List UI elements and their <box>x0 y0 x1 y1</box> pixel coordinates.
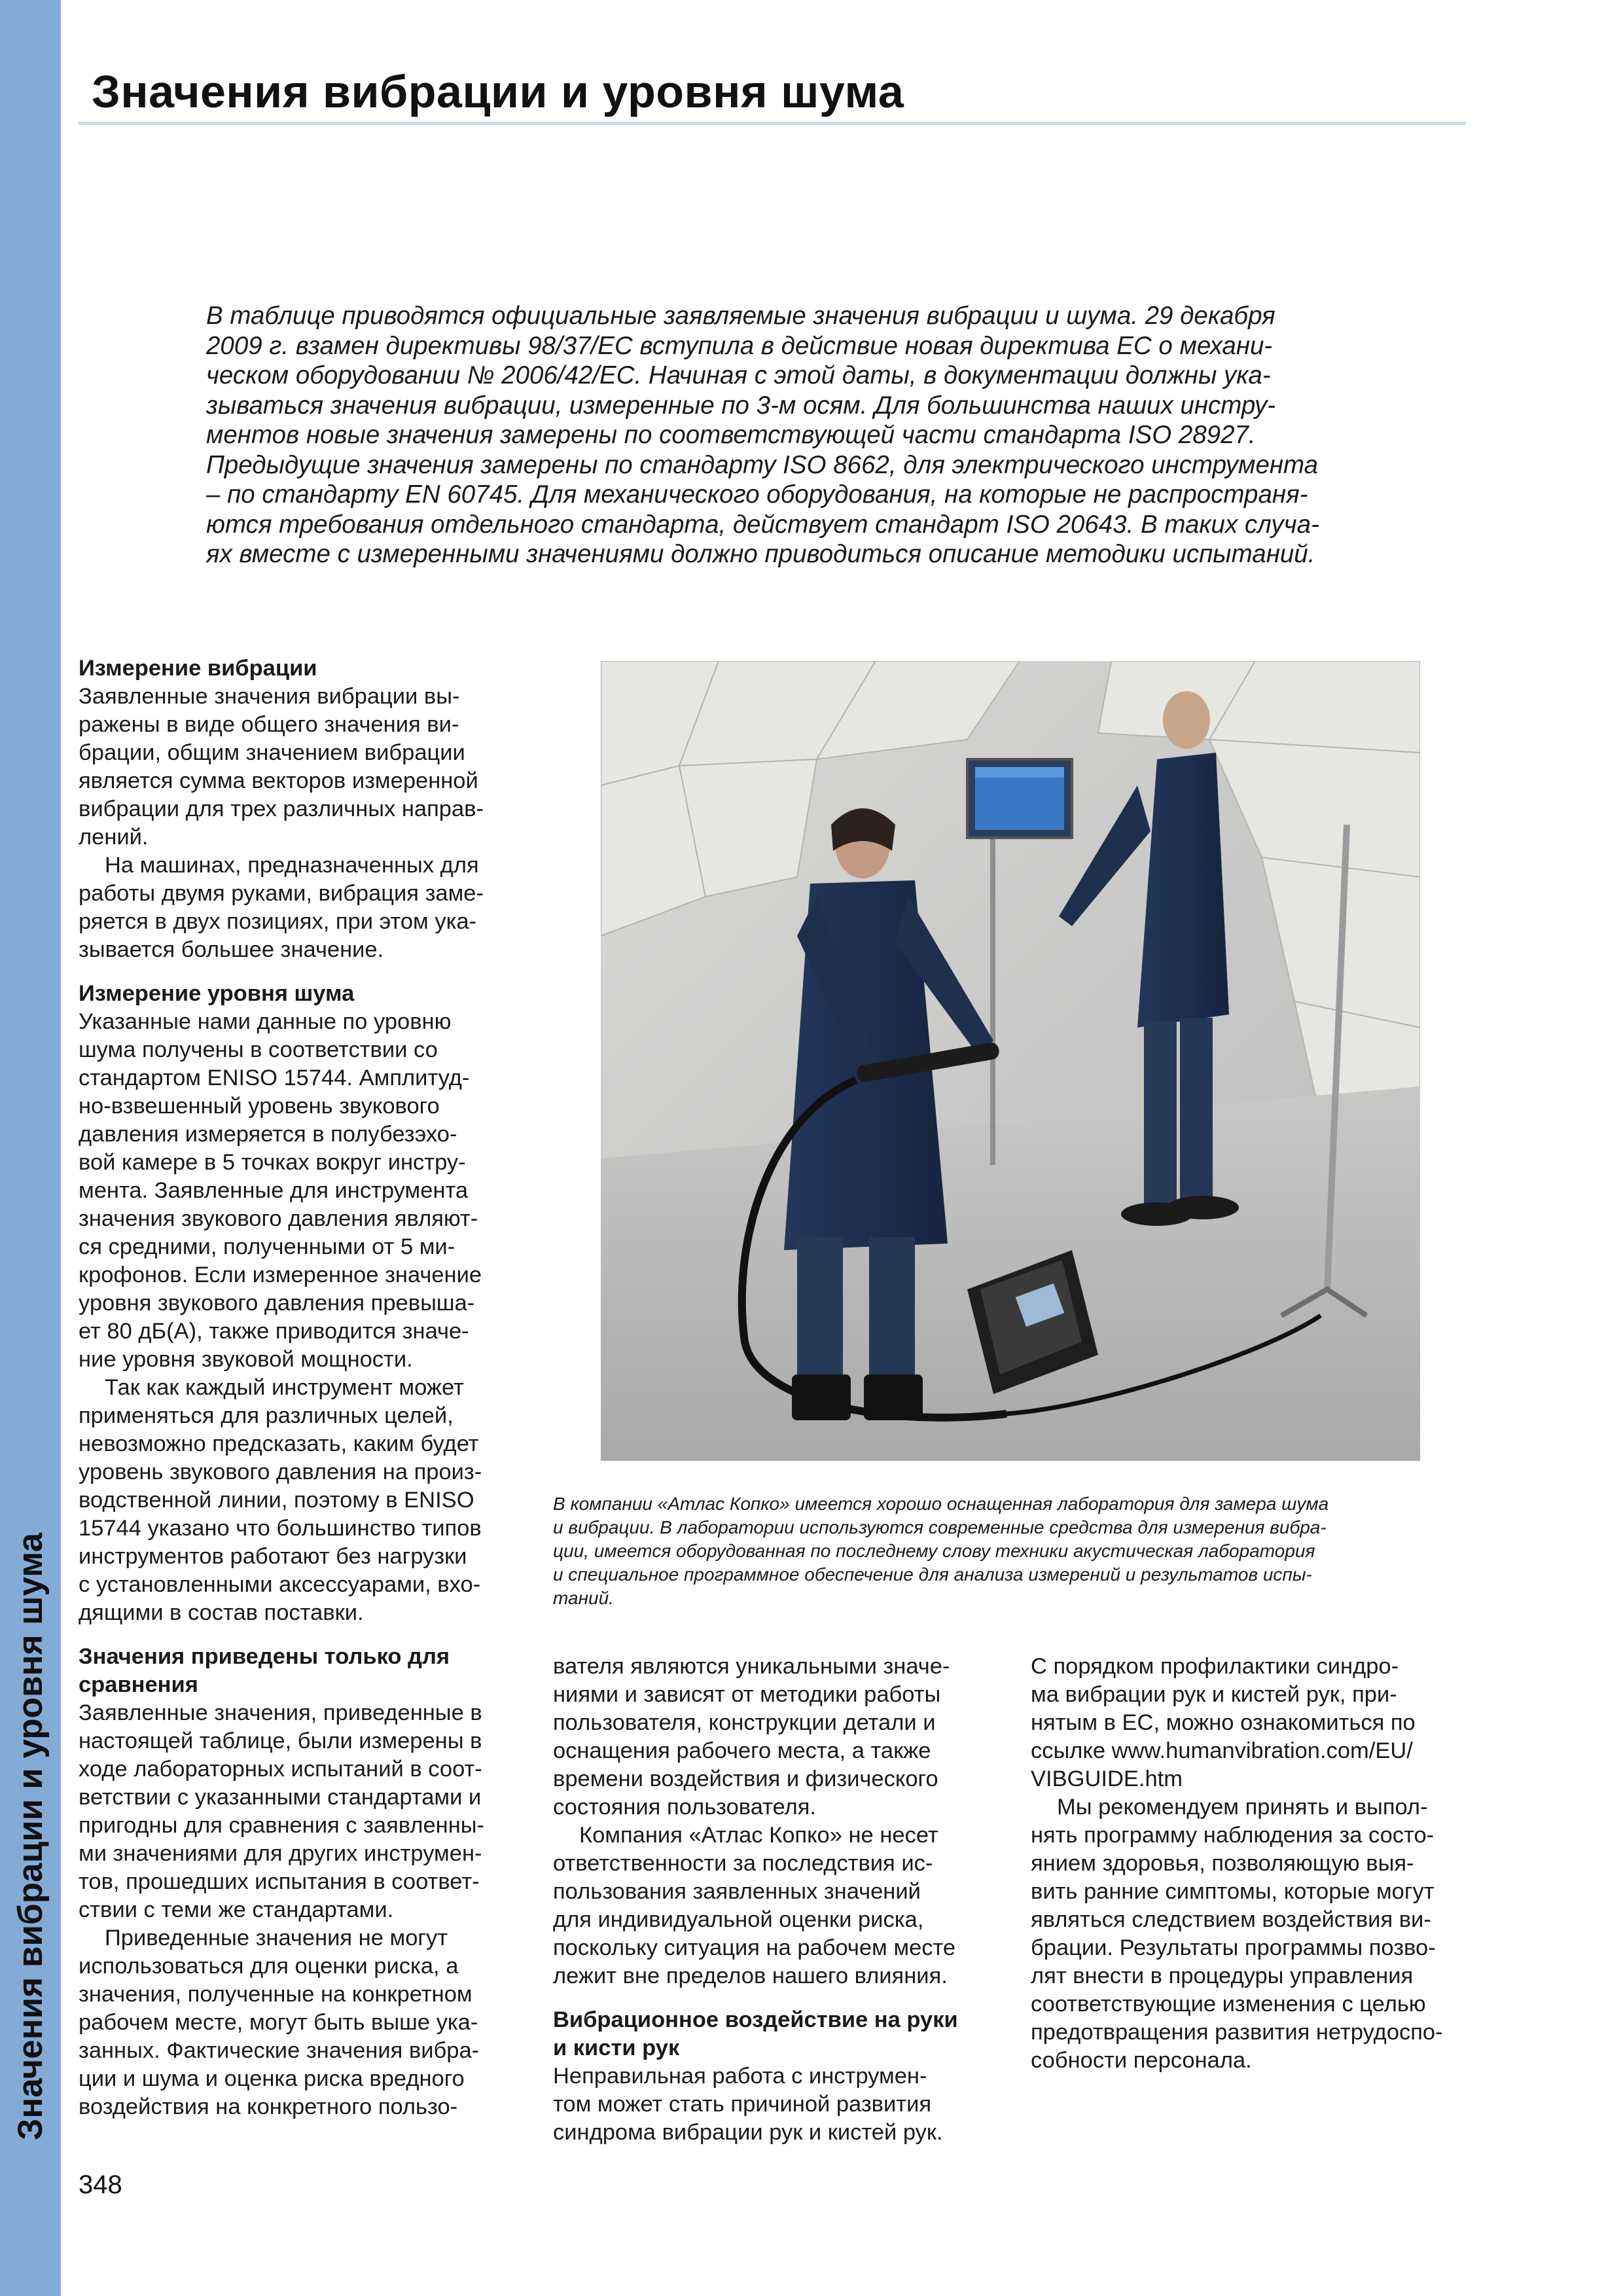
comparison-heading-cont: сравнения <box>79 1672 198 1697</box>
text-line: вибрации для трех различных направ- <box>79 797 484 821</box>
text-line: работы двумя руками, вибрация заме- <box>79 881 484 906</box>
hand-arm-heading: Вибрационное воздействие на руки <box>553 2007 958 2032</box>
text-line: ражены в виде общего значения ви- <box>79 712 459 737</box>
intro-line: ях вместе с измеренными значениями должно приводиться описание методики испытаний. <box>206 540 1315 568</box>
comparison-heading: Значения приведены только для <box>79 1644 450 1669</box>
vibration-heading: Измерение вибрации <box>79 656 317 681</box>
text-line: уровень звукового давления на произ- <box>79 1460 482 1484</box>
text-line: 15744 указано что большинство типов <box>79 1516 482 1541</box>
text-line: С порядком профилактики синдро- <box>1031 1654 1399 1679</box>
text-line: поскольку ситуация на рабочем месте <box>553 1935 956 1960</box>
text-line: шума получены в соответствии со <box>79 1037 438 1062</box>
intro-line: Предыдущие значения замерены по стандарту ISO 8662, для электрического инструмента <box>206 450 1319 479</box>
text-line: Мы рекомендуем принять и выпол- <box>1057 1795 1428 1820</box>
text-line: нять программу наблюдения за состо- <box>1031 1823 1435 1848</box>
text-line: пользования заявленных значений <box>553 1879 921 1904</box>
text-line: ние уровня звуковой мощности. <box>79 1347 413 1372</box>
caption-line: таний. <box>553 1588 614 1608</box>
text-line: собности персонала. <box>1031 2048 1252 2073</box>
text-line: ствии с теми же стандартами. <box>79 1897 394 1922</box>
caption-line: и вибрации. В лаборатории используются современные средства для измерения вибра- <box>553 1517 1327 1537</box>
text-line: водственной линии, поэтому в ENISO <box>79 1488 474 1513</box>
text-line: янием здоровья, позволяющую выя- <box>1031 1851 1414 1876</box>
text-line: Неправильная работа с инструмен- <box>553 2064 927 2089</box>
text-line: рабочем месте, могут быть выше ука- <box>79 2010 478 2035</box>
text-line: том может стать причиной развития <box>553 2092 932 2117</box>
text-line: ся средними, полученными от 5 ми- <box>79 1234 455 1259</box>
text-line: инструментов работают без нагрузки <box>79 1544 467 1569</box>
text-line: ходе лабораторных испытаний в соот- <box>79 1757 482 1782</box>
intro-line: 2009 г. взамен директивы 98/37/ЕС вступила в действие новая директива ЕС о механи- <box>206 331 1273 360</box>
text-line: времени воздействия и физического <box>553 1767 938 1791</box>
text-line: настоящей таблице, были измерены в <box>79 1729 482 1753</box>
caption-line: В компании «Атлас Копко» имеется хорошо оснащенная лаборатория для замера шума <box>553 1494 1329 1514</box>
text-line: Заявленные значения вибрации вы- <box>79 684 460 709</box>
text-line: вить ранние симптомы, которые могут <box>1031 1879 1435 1904</box>
text-line: ма вибрации рук и кистей рук, при- <box>1031 1682 1397 1707</box>
text-line: Приведенные значения не могут <box>105 1926 448 1950</box>
intro-line: зываться значения вибрации, измеренные по 3-м осям. Для большинства наших инстру- <box>206 391 1276 420</box>
text-line: но-взвешенный уровень звукового <box>79 1094 440 1119</box>
intro-line: В таблице приводятся официальные заявляемые значения вибрации и шума. 29 декабря <box>206 302 1275 330</box>
text-line: брации, общим значением вибрации <box>79 740 465 765</box>
text-line: тов, прошедших испытания в соответ- <box>79 1869 480 1894</box>
left-column <box>79 655 524 2121</box>
intro-line: ются требования отдельного стандарта, действует стандарт ISO 20643. В таких случа- <box>206 510 1319 539</box>
text-line: состояния пользователя. <box>553 1795 817 1820</box>
page-number: 348 <box>79 2170 122 2199</box>
text-line: Так как каждый инструмент может <box>105 1375 464 1400</box>
text-line: ссылке www.humanvibration.com/EU/ <box>1031 1738 1413 1763</box>
text-line: значения звукового давления являют- <box>79 1206 478 1231</box>
text-line: стандартом ENISO 15744. Амплитуд- <box>79 1066 470 1090</box>
side-tab-label: Значения вибрации и уровня шума <box>11 1532 50 2140</box>
text-line: являться следствием воздействия ви- <box>1031 1907 1431 1932</box>
lab-photo <box>601 661 1420 1461</box>
text-line: предотвращения развития нетрудоспо- <box>1031 2020 1443 2045</box>
text-line: ции и шума и оценка риска вредного <box>79 2066 465 2091</box>
text-line: лений. <box>79 825 149 850</box>
text-line: Компания «Атлас Копко» не несет <box>579 1823 938 1848</box>
text-line: лежит вне пределов нашего влияния. <box>553 1964 948 1988</box>
middle-column <box>553 1653 998 2147</box>
caption-line: ции, имеется оборудованная по последнему слову техники акустическая лаборатория <box>553 1541 1315 1561</box>
text-line: для индивидуальной оценки риска, <box>553 1907 924 1932</box>
lab-photo-illustration <box>601 661 1420 1461</box>
text-line: ветствии с указанными стандартами и <box>79 1785 482 1810</box>
text-line: является сумма векторов измеренной <box>79 768 478 793</box>
title-underline <box>79 122 1466 125</box>
text-line: пригодны для сравнения с заявленны- <box>79 1813 485 1838</box>
text-line: VIBGUIDE.htm <box>1031 1767 1183 1791</box>
intro-line: – по стандарту EN 60745. Для механического оборудования, на которые не распространя- <box>206 480 1308 509</box>
text-line: ет 80 дБ(А), также приводится значе- <box>79 1319 469 1344</box>
page-title: Значения вибрации и уровня шума <box>92 66 904 117</box>
text-line: уровня звукового давления превыша- <box>79 1291 475 1316</box>
text-line: применяться для различных целей, <box>79 1403 454 1428</box>
intro-line: ментов новые значения замерены по соответствующей части стандарта ISO 28927. <box>206 421 1256 449</box>
text-line: синдрома вибрации рук и кистей рук. <box>553 2120 943 2145</box>
text-line: ми значениями для других инструмен- <box>79 1841 482 1866</box>
hand-arm-heading-cont: и кисти рук <box>553 2036 680 2060</box>
right-column <box>1031 1653 1476 2075</box>
text-line: воздействия на конкретного пользо- <box>79 2094 458 2119</box>
text-line: зывается большее значение. <box>79 937 384 962</box>
text-line: Заявленные значения, приведенные в <box>79 1700 482 1725</box>
text-line: невозможно предсказать, каким будет <box>79 1431 479 1456</box>
text-line: занных. Фактические значения вибра- <box>79 2038 480 2063</box>
text-line: вой камере в 5 точках вокруг инстру- <box>79 1150 466 1175</box>
text-line: вателя являются уникальными значе- <box>553 1654 950 1679</box>
text-line: значения, полученные на конкретном <box>79 1982 473 2007</box>
photo-caption <box>553 1492 1469 1610</box>
text-line: пользователя, конструкции детали и <box>553 1710 936 1735</box>
intro-line: ческом оборудовании № 2006/42/ЕС. Начиная с этой даты, в документации должны ука- <box>206 361 1271 389</box>
noise-heading: Измерение уровня шума <box>79 981 355 1006</box>
text-line: брации. Результаты программы позво- <box>1031 1935 1436 1960</box>
text-line: ниями и зависят от методики работы <box>553 1682 941 1707</box>
text-line: ряется в двух позициях, при этом ука- <box>79 909 477 934</box>
text-line: оснащения рабочего места, а также <box>553 1738 931 1763</box>
text-line: дящими в состав поставки. <box>79 1600 364 1625</box>
intro-paragraph <box>206 301 1423 569</box>
text-line: крофонов. Если измеренное значение <box>79 1263 482 1287</box>
text-line: На машинах, предназначенных для <box>105 853 479 878</box>
text-line: использоваться для оценки риска, а <box>79 1954 459 1979</box>
text-line: Указанные нами данные по уровню <box>79 1009 452 1034</box>
text-line: с установленными аксессуарами, вхо- <box>79 1572 481 1597</box>
text-line: соответствующие изменения с целью <box>1031 1992 1426 2017</box>
text-line: нятым в ЕС, можно ознакомиться по <box>1031 1710 1416 1735</box>
text-line: мента. Заявленные для инструмента <box>79 1178 469 1203</box>
text-line: лят внести в процедуры управления <box>1031 1964 1414 1988</box>
text-line: давления измеряется в полубезэхо- <box>79 1122 457 1147</box>
caption-line: и специальное программное обеспечение для анализа измерений и результатов испы- <box>553 1564 1312 1585</box>
text-line: ответственности за последствия ис- <box>553 1851 933 1876</box>
